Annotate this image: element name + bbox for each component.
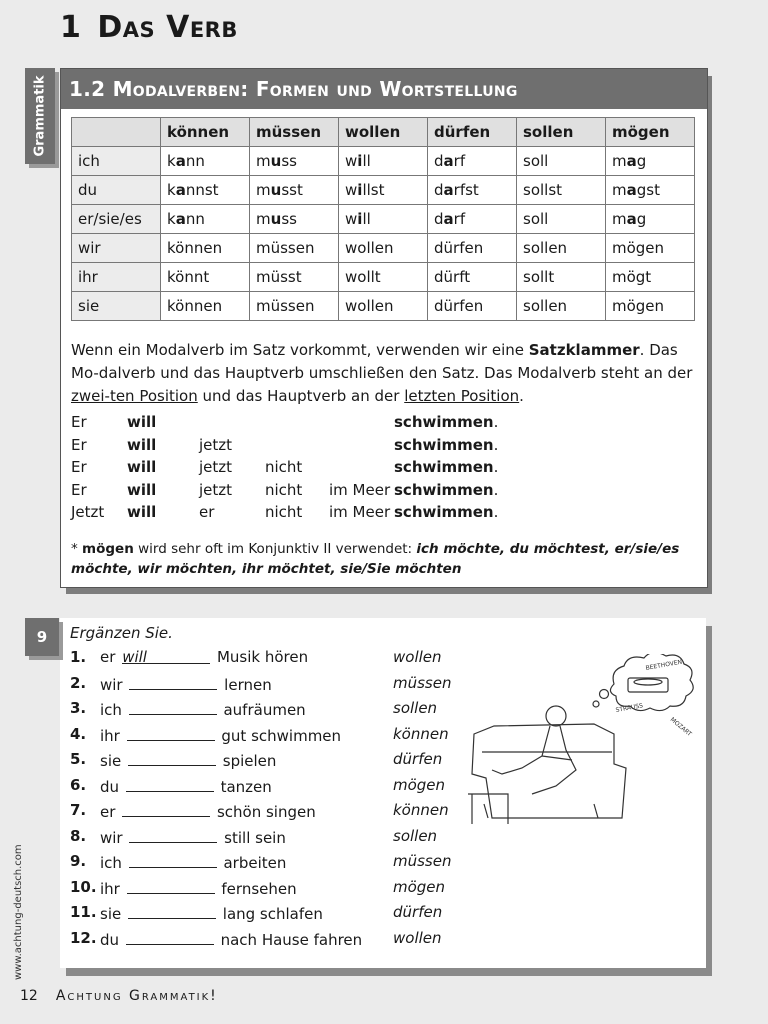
verb-header: können bbox=[161, 118, 250, 147]
form-cell bbox=[161, 292, 250, 321]
explanation-underline: letzten Position bbox=[404, 387, 520, 405]
answer-blank[interactable] bbox=[128, 750, 216, 766]
item-sentence bbox=[100, 776, 272, 796]
answer-blank[interactable] bbox=[128, 903, 216, 919]
period: . bbox=[493, 413, 499, 431]
item-sentence bbox=[100, 750, 276, 770]
example-word: jetzt bbox=[199, 480, 233, 499]
item-rest: Musik hören bbox=[216, 648, 309, 666]
sofa-illustration bbox=[464, 654, 698, 834]
form-text: k bbox=[167, 181, 176, 199]
form-cell bbox=[428, 234, 517, 263]
form-cell bbox=[606, 147, 695, 176]
form-cell bbox=[250, 176, 339, 205]
form-cell bbox=[339, 292, 428, 321]
item-subject: sie bbox=[100, 752, 122, 770]
exercise-box bbox=[60, 618, 706, 968]
form-cell bbox=[161, 205, 250, 234]
item-rest: nach Hause fahren bbox=[220, 930, 363, 949]
main-verb: schwimmen bbox=[394, 503, 494, 521]
form-text: dürfen bbox=[434, 239, 484, 257]
form-text: müssen bbox=[256, 239, 315, 257]
answer-blank[interactable] bbox=[129, 852, 217, 868]
verb-header: mögen bbox=[606, 118, 695, 147]
pronoun-cell: ich bbox=[72, 147, 161, 176]
form-text: müssen bbox=[256, 297, 315, 315]
item-rest: lang schlafen bbox=[222, 905, 323, 923]
form-cell bbox=[250, 147, 339, 176]
item-rest: tanzen bbox=[220, 777, 272, 796]
form-ending: rfst bbox=[453, 181, 479, 199]
form-ending: sst bbox=[281, 181, 303, 199]
form-cell bbox=[428, 147, 517, 176]
item-infinitive: sollen bbox=[393, 699, 438, 717]
page-number: 12 bbox=[20, 988, 38, 1004]
form-cell bbox=[517, 147, 606, 176]
stem-vowel: a bbox=[626, 210, 637, 228]
exercise-instruction: Ergänzen Sie. bbox=[70, 624, 173, 642]
form-text: mögt bbox=[612, 268, 652, 286]
form-text: d bbox=[434, 152, 444, 170]
table-row bbox=[72, 176, 695, 205]
explanation-paragraph bbox=[71, 339, 695, 408]
example-word: will bbox=[127, 503, 157, 521]
stem-vowel: u bbox=[270, 181, 282, 199]
form-text: k bbox=[167, 210, 176, 228]
form-text: sollen bbox=[523, 239, 568, 257]
form-text: w bbox=[345, 152, 358, 170]
main-verb: schwimmen bbox=[394, 413, 494, 431]
item-sentence bbox=[100, 929, 362, 949]
table-row bbox=[72, 292, 695, 321]
item-subject: ihr bbox=[100, 726, 120, 745]
form-cell bbox=[606, 234, 695, 263]
item-infinitive: dürfen bbox=[393, 750, 443, 768]
item-number: 3. bbox=[70, 699, 87, 717]
bubble-label-mozart: MOZART bbox=[668, 716, 693, 738]
form-text: mögen bbox=[612, 239, 665, 257]
example-word: Er bbox=[71, 435, 87, 454]
period: . bbox=[493, 435, 499, 454]
form-text: sollt bbox=[523, 268, 555, 286]
grammatik-tab bbox=[25, 68, 55, 164]
form-text: sollen bbox=[523, 297, 568, 315]
form-ending: g bbox=[636, 210, 647, 228]
item-number: 2. bbox=[70, 673, 87, 692]
answer-blank[interactable] bbox=[122, 801, 210, 817]
example-main-verb bbox=[394, 503, 498, 521]
form-ending: ss bbox=[281, 210, 297, 228]
example-word: Er bbox=[71, 480, 87, 499]
item-infinitive: wollen bbox=[393, 928, 442, 947]
example-word: im Meer bbox=[329, 480, 391, 499]
answer-blank[interactable] bbox=[129, 827, 217, 843]
example-word: will bbox=[127, 480, 157, 499]
form-ending: nn bbox=[185, 210, 205, 228]
example-word: nicht bbox=[265, 458, 303, 476]
pronoun-cell: wir bbox=[72, 234, 161, 263]
form-text: müsst bbox=[256, 268, 302, 286]
bubble-label-strauss: STRAUSS bbox=[615, 702, 644, 714]
form-cell bbox=[428, 176, 517, 205]
chapter-title bbox=[60, 10, 238, 45]
explanation-text: . Das Mo-dalverb und das Hauptverb umschließen den Satz. Das Modalverb steht an der bbox=[71, 341, 693, 382]
item-subject: sie bbox=[100, 905, 122, 923]
example-word: Jetzt bbox=[71, 503, 105, 521]
konjunktiv-note bbox=[71, 539, 691, 579]
form-cell bbox=[428, 263, 517, 292]
modal-verb-table bbox=[71, 117, 695, 321]
example-word: will bbox=[127, 458, 157, 476]
form-cell bbox=[517, 205, 606, 234]
main-verb: schwimmen bbox=[394, 480, 494, 499]
form-text: können bbox=[167, 297, 223, 315]
form-text: m bbox=[612, 210, 627, 228]
page-footer bbox=[20, 988, 218, 1004]
main-verb: schwimmen bbox=[394, 458, 494, 476]
form-cell bbox=[606, 263, 695, 292]
form-cell bbox=[606, 176, 695, 205]
form-ending: nn bbox=[185, 152, 205, 170]
item-subject: ich bbox=[100, 854, 122, 872]
example-word: er bbox=[199, 503, 215, 521]
table-row bbox=[72, 263, 695, 292]
item-rest: spielen bbox=[222, 752, 277, 770]
item-sentence bbox=[100, 674, 272, 694]
form-text: können bbox=[167, 239, 223, 257]
form-ending: rf bbox=[453, 152, 466, 170]
form-cell bbox=[339, 234, 428, 263]
example-word: nicht bbox=[265, 503, 303, 521]
note-bold: mögen bbox=[82, 541, 134, 557]
form-text: mögen bbox=[612, 297, 665, 315]
form-text: dürft bbox=[434, 268, 471, 286]
example-main-verb bbox=[394, 436, 498, 454]
pronoun-cell: ihr bbox=[72, 263, 161, 292]
form-text: wollen bbox=[345, 239, 394, 257]
item-number: 5. bbox=[70, 750, 87, 768]
chapter-number: 1 bbox=[60, 10, 82, 45]
stem-vowel: u bbox=[270, 152, 282, 170]
form-cell bbox=[428, 205, 517, 234]
grammar-heading: 1.2 Modalverben: Formen und Wortstellung bbox=[61, 69, 707, 109]
item-number: 10. bbox=[70, 877, 97, 896]
stem-vowel: a bbox=[175, 152, 186, 170]
form-cell bbox=[161, 147, 250, 176]
item-rest: arbeiten bbox=[223, 854, 287, 872]
item-subject: er bbox=[100, 803, 116, 821]
form-ending: ll bbox=[362, 210, 371, 228]
item-infinitive: können bbox=[393, 724, 449, 743]
item-number: 11. bbox=[70, 903, 97, 921]
item-sentence bbox=[100, 852, 286, 872]
form-ending: gst bbox=[636, 181, 660, 199]
period: . bbox=[493, 458, 499, 476]
example-word: im Meer bbox=[329, 503, 391, 521]
form-cell bbox=[250, 234, 339, 263]
form-ending: ss bbox=[281, 152, 297, 170]
table-row bbox=[72, 147, 695, 176]
stem-vowel: a bbox=[175, 181, 186, 199]
item-subject: ich bbox=[100, 701, 122, 719]
form-cell bbox=[517, 234, 606, 263]
example-word: will bbox=[127, 413, 157, 431]
form-cell bbox=[428, 292, 517, 321]
answer-blank[interactable] bbox=[126, 776, 214, 792]
form-ending: g bbox=[636, 152, 647, 170]
answer-blank[interactable] bbox=[129, 699, 217, 715]
table-body bbox=[72, 147, 695, 321]
item-subject: wir bbox=[100, 828, 123, 847]
form-text: dürfen bbox=[434, 297, 484, 315]
item-sentence bbox=[100, 827, 286, 847]
stem-vowel: u bbox=[270, 210, 282, 228]
explanation-text: Wenn ein Modalverb im Satz vorkommt, verwenden wir eine bbox=[71, 341, 529, 359]
stem-vowel: a bbox=[443, 152, 454, 170]
item-number: 12. bbox=[70, 928, 97, 947]
form-text: m bbox=[256, 181, 271, 199]
example-word: nicht bbox=[265, 480, 303, 499]
note-text: wird sehr oft im Konjunktiv II verwendet: bbox=[133, 541, 417, 557]
table-corner bbox=[72, 118, 161, 147]
answer-blank[interactable] bbox=[129, 674, 217, 690]
form-text: w bbox=[345, 181, 358, 199]
example-main-verb bbox=[394, 458, 498, 476]
chapter-name: Das Verb bbox=[97, 10, 238, 45]
stem-vowel: i bbox=[357, 210, 363, 228]
side-url: www.achtung-deutsch.com bbox=[13, 844, 24, 980]
verb-header: müssen bbox=[250, 118, 339, 147]
explanation-text: . bbox=[519, 387, 524, 405]
item-infinitive: sollen bbox=[393, 826, 438, 845]
explanation-bold-term: Satzklammer bbox=[528, 341, 640, 359]
answer-blank[interactable] bbox=[127, 725, 215, 741]
item-number: 4. bbox=[70, 724, 87, 743]
example-word: jetzt bbox=[199, 435, 233, 454]
explanation-underline: zwei-ten Position bbox=[71, 387, 198, 405]
form-ending: llst bbox=[362, 181, 385, 199]
form-cell bbox=[250, 263, 339, 292]
item-infinitive: wollen bbox=[393, 648, 442, 666]
note-star: * bbox=[71, 541, 83, 557]
item-number: 7. bbox=[70, 801, 87, 819]
form-cell bbox=[339, 147, 428, 176]
table-header-row bbox=[72, 118, 695, 147]
form-text: sollst bbox=[523, 181, 563, 199]
bubble-label-beethoven: BEETHOVEN bbox=[645, 658, 683, 672]
item-subject: du bbox=[100, 777, 120, 796]
example-word: Er bbox=[71, 458, 87, 476]
form-cell bbox=[161, 263, 250, 292]
form-cell bbox=[517, 176, 606, 205]
item-rest: gut schwimmen bbox=[221, 726, 342, 745]
item-sentence bbox=[100, 878, 297, 898]
item-rest: aufräumen bbox=[223, 701, 306, 719]
verb-header: dürfen bbox=[428, 118, 517, 147]
explanation-text: und das Hauptverb an der bbox=[197, 387, 405, 405]
form-cell bbox=[161, 234, 250, 263]
answer-blank[interactable] bbox=[127, 878, 215, 894]
item-number: 1. bbox=[70, 648, 87, 666]
item-rest: lernen bbox=[224, 675, 272, 694]
stem-vowel: i bbox=[357, 181, 363, 199]
answer-blank[interactable] bbox=[126, 929, 214, 945]
form-text: soll bbox=[523, 152, 549, 170]
example-main-verb bbox=[394, 481, 498, 499]
grammatik-tab-label: Grammatik bbox=[32, 75, 48, 157]
item-subject: er bbox=[100, 648, 116, 666]
item-subject: du bbox=[100, 930, 120, 949]
period: . bbox=[493, 480, 499, 499]
item-subject: wir bbox=[100, 675, 123, 694]
form-cell bbox=[517, 263, 606, 292]
answer-blank[interactable]: will bbox=[122, 648, 210, 664]
item-rest: schön singen bbox=[216, 803, 316, 821]
form-cell bbox=[250, 205, 339, 234]
grammar-box bbox=[60, 68, 708, 588]
form-text: m bbox=[612, 181, 627, 199]
pronoun-cell: du bbox=[72, 176, 161, 205]
item-infinitive: können bbox=[393, 801, 449, 819]
table-row bbox=[72, 205, 695, 234]
stem-vowel: a bbox=[626, 181, 637, 199]
form-text: d bbox=[434, 210, 444, 228]
table-row bbox=[72, 234, 695, 263]
verb-header: wollen bbox=[339, 118, 428, 147]
form-text: k bbox=[167, 152, 176, 170]
pronoun-cell: sie bbox=[72, 292, 161, 321]
example-word: will bbox=[127, 435, 157, 454]
form-cell bbox=[606, 292, 695, 321]
item-number: 6. bbox=[70, 775, 87, 794]
item-infinitive: mögen bbox=[393, 877, 446, 896]
form-ending: nnst bbox=[185, 181, 219, 199]
form-text: soll bbox=[523, 210, 549, 228]
form-text: w bbox=[345, 210, 358, 228]
form-text: m bbox=[612, 152, 627, 170]
stem-vowel: a bbox=[443, 210, 454, 228]
form-cell bbox=[517, 292, 606, 321]
form-cell bbox=[339, 263, 428, 292]
form-text: m bbox=[256, 210, 271, 228]
form-cell bbox=[339, 176, 428, 205]
item-infinitive: mögen bbox=[393, 775, 446, 794]
pronoun-cell: er/sie/es bbox=[72, 205, 161, 234]
form-text: wollen bbox=[345, 297, 394, 315]
example-word: Er bbox=[71, 413, 87, 431]
form-text: d bbox=[434, 181, 444, 199]
item-sentence bbox=[100, 801, 316, 821]
item-number: 8. bbox=[70, 826, 87, 845]
main-verb: schwimmen bbox=[394, 435, 494, 454]
form-cell bbox=[339, 205, 428, 234]
stem-vowel: a bbox=[175, 210, 186, 228]
item-sentence bbox=[100, 699, 306, 719]
form-cell bbox=[250, 292, 339, 321]
item-rest: still sein bbox=[224, 828, 286, 847]
stem-vowel: a bbox=[626, 152, 637, 170]
item-sentence bbox=[100, 903, 323, 923]
form-cell bbox=[161, 176, 250, 205]
item-number: 9. bbox=[70, 852, 87, 870]
note-forms: ich möchte, du möchtest, er/sie/es möchte, wir möchten, ihr möchtet, sie/Sie möchten bbox=[71, 541, 680, 577]
item-infinitive: dürfen bbox=[393, 903, 443, 921]
form-cell bbox=[606, 205, 695, 234]
item-rest: fernsehen bbox=[221, 879, 297, 898]
verb-header: sollen bbox=[517, 118, 606, 147]
form-text: wollt bbox=[345, 268, 381, 286]
period: . bbox=[493, 503, 499, 521]
item-infinitive: müssen bbox=[393, 673, 452, 692]
form-text: m bbox=[256, 152, 271, 170]
item-sentence bbox=[100, 648, 308, 666]
example-main-verb bbox=[394, 413, 498, 431]
form-ending: ll bbox=[362, 152, 371, 170]
book-title: Achtung Grammatik! bbox=[55, 988, 218, 1004]
item-sentence bbox=[100, 725, 341, 745]
item-subject: ihr bbox=[100, 879, 120, 898]
item-infinitive: müssen bbox=[393, 852, 452, 870]
form-text: könnt bbox=[167, 268, 210, 286]
stem-vowel: a bbox=[443, 181, 454, 199]
stem-vowel: i bbox=[357, 152, 363, 170]
example-word: jetzt bbox=[199, 458, 233, 476]
exercise-number-tab: 9 bbox=[25, 618, 59, 656]
form-ending: rf bbox=[453, 210, 466, 228]
